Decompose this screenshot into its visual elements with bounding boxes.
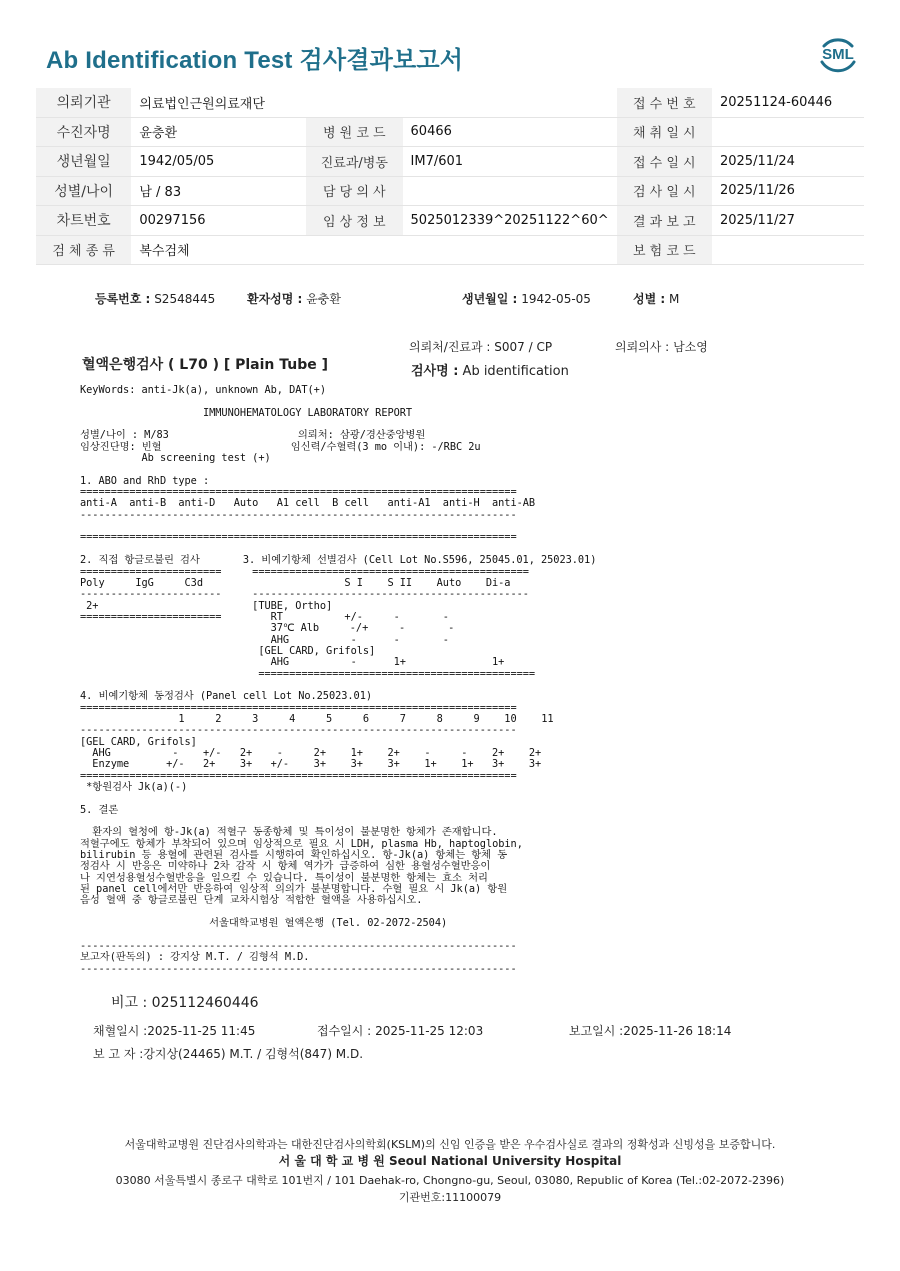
report-line: ----------------------------------------------------------------------- [80,508,517,521]
patient-dob-group [462,290,591,307]
test-name-label: 검사명 : [411,364,459,379]
requester-doctor-value: 남소영 [673,340,708,354]
report-line: [GEL CARD, Grifols] [80,644,376,657]
info-row [36,176,864,206]
info-label: 진료과/병동 [306,147,402,177]
report-line: 정검사 시 반응은 미약하나 2차 감작 시 항체 역가가 급증하여 심한 용혈성수혈반응이 [80,860,491,873]
footer-address: 03080 서울특별시 종로구 대학로 101번지 / 101 Daehak-ro, Chongno-gu, Seoul, 03080, Republic of Korea (Tel.:02-2072-2396) [115,1174,785,1187]
report-line: ======================= ============================================= [80,565,529,578]
info-label: 차트번호 [36,206,131,236]
report-line: 보고자(판독의) : 강지상 M.T. / 김형석 M.D. [80,951,310,964]
report-line: ======================================================================= [80,769,517,782]
collect-label: 채혈일시 : [93,1024,148,1038]
sex-label: 성별 : [633,292,666,306]
report-line: 1. ABO and RhD type : [80,474,210,487]
report-line: ----------------------------------------------------------------------- [80,939,517,952]
info-value [712,235,864,265]
info-value: 00297156 [131,206,306,236]
report-line: Poly IgG C3d S I S II Auto Di-a [80,576,511,589]
report-value: 2025-11-26 18:14 [623,1024,732,1038]
footer-hospital [0,1152,900,1169]
report-line: 37℃ Alb -/+ - - [80,622,455,635]
reg-value: S2548445 [154,292,216,306]
info-label: 병 원 코 드 [306,117,402,147]
hospital-name-en: Seoul National University Hospital [389,1154,622,1168]
info-value: 5025012339^20251122^60^ [403,206,617,236]
report-line: bilirubin 등 용혈에 관련된 검사를 시행하여 확인하십시오. 항-Jk(a) 항체는 항체 동 [80,849,508,862]
info-value: 2025/11/24 [712,147,864,177]
footer-certification: 서울대학교병원 진단검사의학과는 대한진단검사의학회(KSLM)의 신임 인증을 받은 우수검사실로 결과의 정확성과 신빙성을 보증합니다. [124,1138,776,1151]
bigo-label: 비고 : [111,995,148,1011]
collect-value: 2025-11-25 11:45 [147,1024,256,1038]
report-line: [GEL CARD, Grifols] [80,735,197,748]
receipt-value: 2025-11-25 12:03 [375,1024,484,1038]
info-label: 수진자명 [36,117,131,147]
report-line: 된 panel cell에서만 반응하여 임상적 의의가 불분명합니다. 수혈 필요 시 Jk(a) 항원 [80,883,508,896]
info-value: 남 / 83 [131,176,306,206]
info-row [36,206,864,236]
info-row [36,147,864,177]
reporter [93,1045,363,1062]
report-line: ----------------------------------------------------------------------- [80,962,517,975]
report-line: *항원검사 Jk(a)(-) [80,781,188,794]
info-value: IM7/601 [403,147,617,177]
patient-name-group [247,290,341,307]
info-label: 보 험 코 드 [617,235,712,265]
report-line [80,793,596,804]
report-line: ======================================================================= [80,701,517,714]
info-value: 윤충환 [131,117,306,147]
report-line: 4. 비예기항체 동정검사 (Panel cell Lot No.25023.01) [80,690,372,703]
report-line: AHG - - - [80,633,449,646]
report-datetime [569,1022,731,1039]
report-line: ============================================= [80,667,536,680]
info-label: 검 체 종 류 [36,235,131,265]
test-name [411,360,569,379]
info-label: 채 취 일 시 [617,117,712,147]
name-value: 윤충환 [306,292,341,306]
report-line: anti-A anti-B anti-D Auto A1 cell B cell anti-A1 anti-H anti-AB [80,497,536,510]
info-value: 60466 [403,117,617,147]
requester-doctor-label: 의뢰의사 : [615,340,670,354]
info-label: 접 수 일 시 [617,147,712,177]
info-row [36,235,864,265]
info-value [712,117,864,147]
info-row [36,117,864,147]
receipt-label: 접수일시 : [317,1024,372,1038]
info-label: 검 사 일 시 [617,176,712,206]
report-line: 1 2 3 4 5 6 7 8 9 10 11 [80,712,554,725]
report-line: 적혈구에도 항체가 부착되어 있으며 임상적으로 필요 시 LDH, plasma Hb, haptoglobin, [80,837,523,850]
patient-sex-group [633,290,679,307]
report-body [80,385,596,975]
info-value: 1942/05/05 [131,147,306,177]
info-value: 2025/11/27 [712,206,864,236]
reporter-label: 보 고 자 : [93,1047,144,1061]
dob-value: 1942-05-05 [521,292,591,306]
report-line: Enzyme +/- 2+ 3+ +/- 3+ 3+ 3+ 1+ 1+ 3+ 3+ [80,758,542,771]
collect-datetime [93,1022,255,1039]
info-label: 접 수 번 호 [617,88,712,117]
report-line: 성별/나이 : M/83 의뢰처: 삼광/경산중앙병원 [80,429,426,442]
report-line: 2+ [TUBE, Ortho] [80,599,333,612]
bigo-value: 025112460446 [151,995,259,1011]
report-line: ----------------------------------------------------------------------- [80,724,517,737]
report-line: IMMUNOHEMATOLOGY LABORATORY REPORT [80,406,413,419]
requester-dept-label: 의뢰처/진료과 : [409,340,491,354]
info-value: 20251124-60446 [712,88,864,117]
report-line: 환자의 혈청에 항-Jk(a) 적혈구 동종항체 및 특이성이 불분명한 항체가 존재합니다. [80,826,498,839]
reporter-value: 강지상(24465) M.T. / 김형석(847) M.D. [143,1047,364,1061]
test-name-value: Ab identification [462,364,569,379]
requester-dept [409,338,552,355]
report-line: 5. 결론 [80,803,119,816]
info-value: 의료법인근원의료재단 [131,88,616,117]
info-label: 의뢰기관 [36,88,131,117]
sex-value: M [669,292,680,306]
remarks [111,992,259,1012]
report-line: KeyWords: anti-Jk(a), unknown Ab, DAT(+) [80,384,326,396]
report-line: AHG - +/- 2+ - 2+ 1+ 2+ - - 2+ 2+ [80,747,542,759]
requester-doctor [615,338,708,355]
report-line [80,396,596,407]
info-label: 결 과 보 고 [617,206,712,236]
sml-logo [812,30,864,76]
info-label: 생년월일 [36,147,131,177]
report-line: ======================= RT +/- - - [80,610,449,623]
test-title: 혈액은행검사 ( L70 ) [ Plain Tube ] [82,357,329,373]
hospital-name-ko: 서 울 대 학 교 병 원 [278,1154,385,1168]
report-label: 보고일시 : [569,1024,624,1038]
info-value [403,176,617,206]
report-line: ----------------------- --------------------------------------------- [80,588,529,601]
dob-label: 생년월일 : [462,292,518,306]
report-line: ======================================================================= [80,486,517,499]
info-value: 2025/11/26 [712,176,864,206]
receipt-datetime [317,1022,483,1039]
report-line: ======================================================================= [80,531,517,544]
report-line: 2. 직접 항글로불린 검사 3. 비예기항체 선별검사 (Cell Lot No.S596, 25045.01, 25023.01) [80,554,597,567]
report-line: Ab screening test (+) [80,452,271,465]
patient-header [95,290,215,307]
report-line: 서울대학교병원 혈액은행 (Tel. 02-2072-2504) [80,917,448,930]
report-line: 나 지연성용혈성수혈반응을 일으킬 수 있습니다. 특이성이 불분명한 항체는 효소 처리 [80,871,488,884]
report-title: Ab Identification Test 검사결과보고서 [46,47,464,74]
name-label: 환자성명 : [247,292,303,306]
info-label: 성별/나이 [36,176,131,206]
info-label: 담 당 의 사 [306,176,402,206]
info-row [36,88,864,117]
report-line: 음성 혈액 중 항글로불린 단계 교차시험상 적합한 혈액을 사용하십시오. [80,894,423,907]
reg-label: 등록번호 : [95,292,151,306]
info-table [36,88,864,265]
footer-institution: 기관번호:11100079 [398,1191,502,1204]
requester-dept-value: S007 / CP [494,340,553,354]
info-value: 복수검체 [131,235,616,265]
report-line: AHG - 1+ 1+ [80,656,505,669]
logo-text: SML [822,46,854,63]
report-line: 임상진단명: 빈혈 임신력/수혈력(3 mo 이내): -/RBC 2u [80,440,481,453]
info-label: 임 상 정 보 [306,206,402,236]
